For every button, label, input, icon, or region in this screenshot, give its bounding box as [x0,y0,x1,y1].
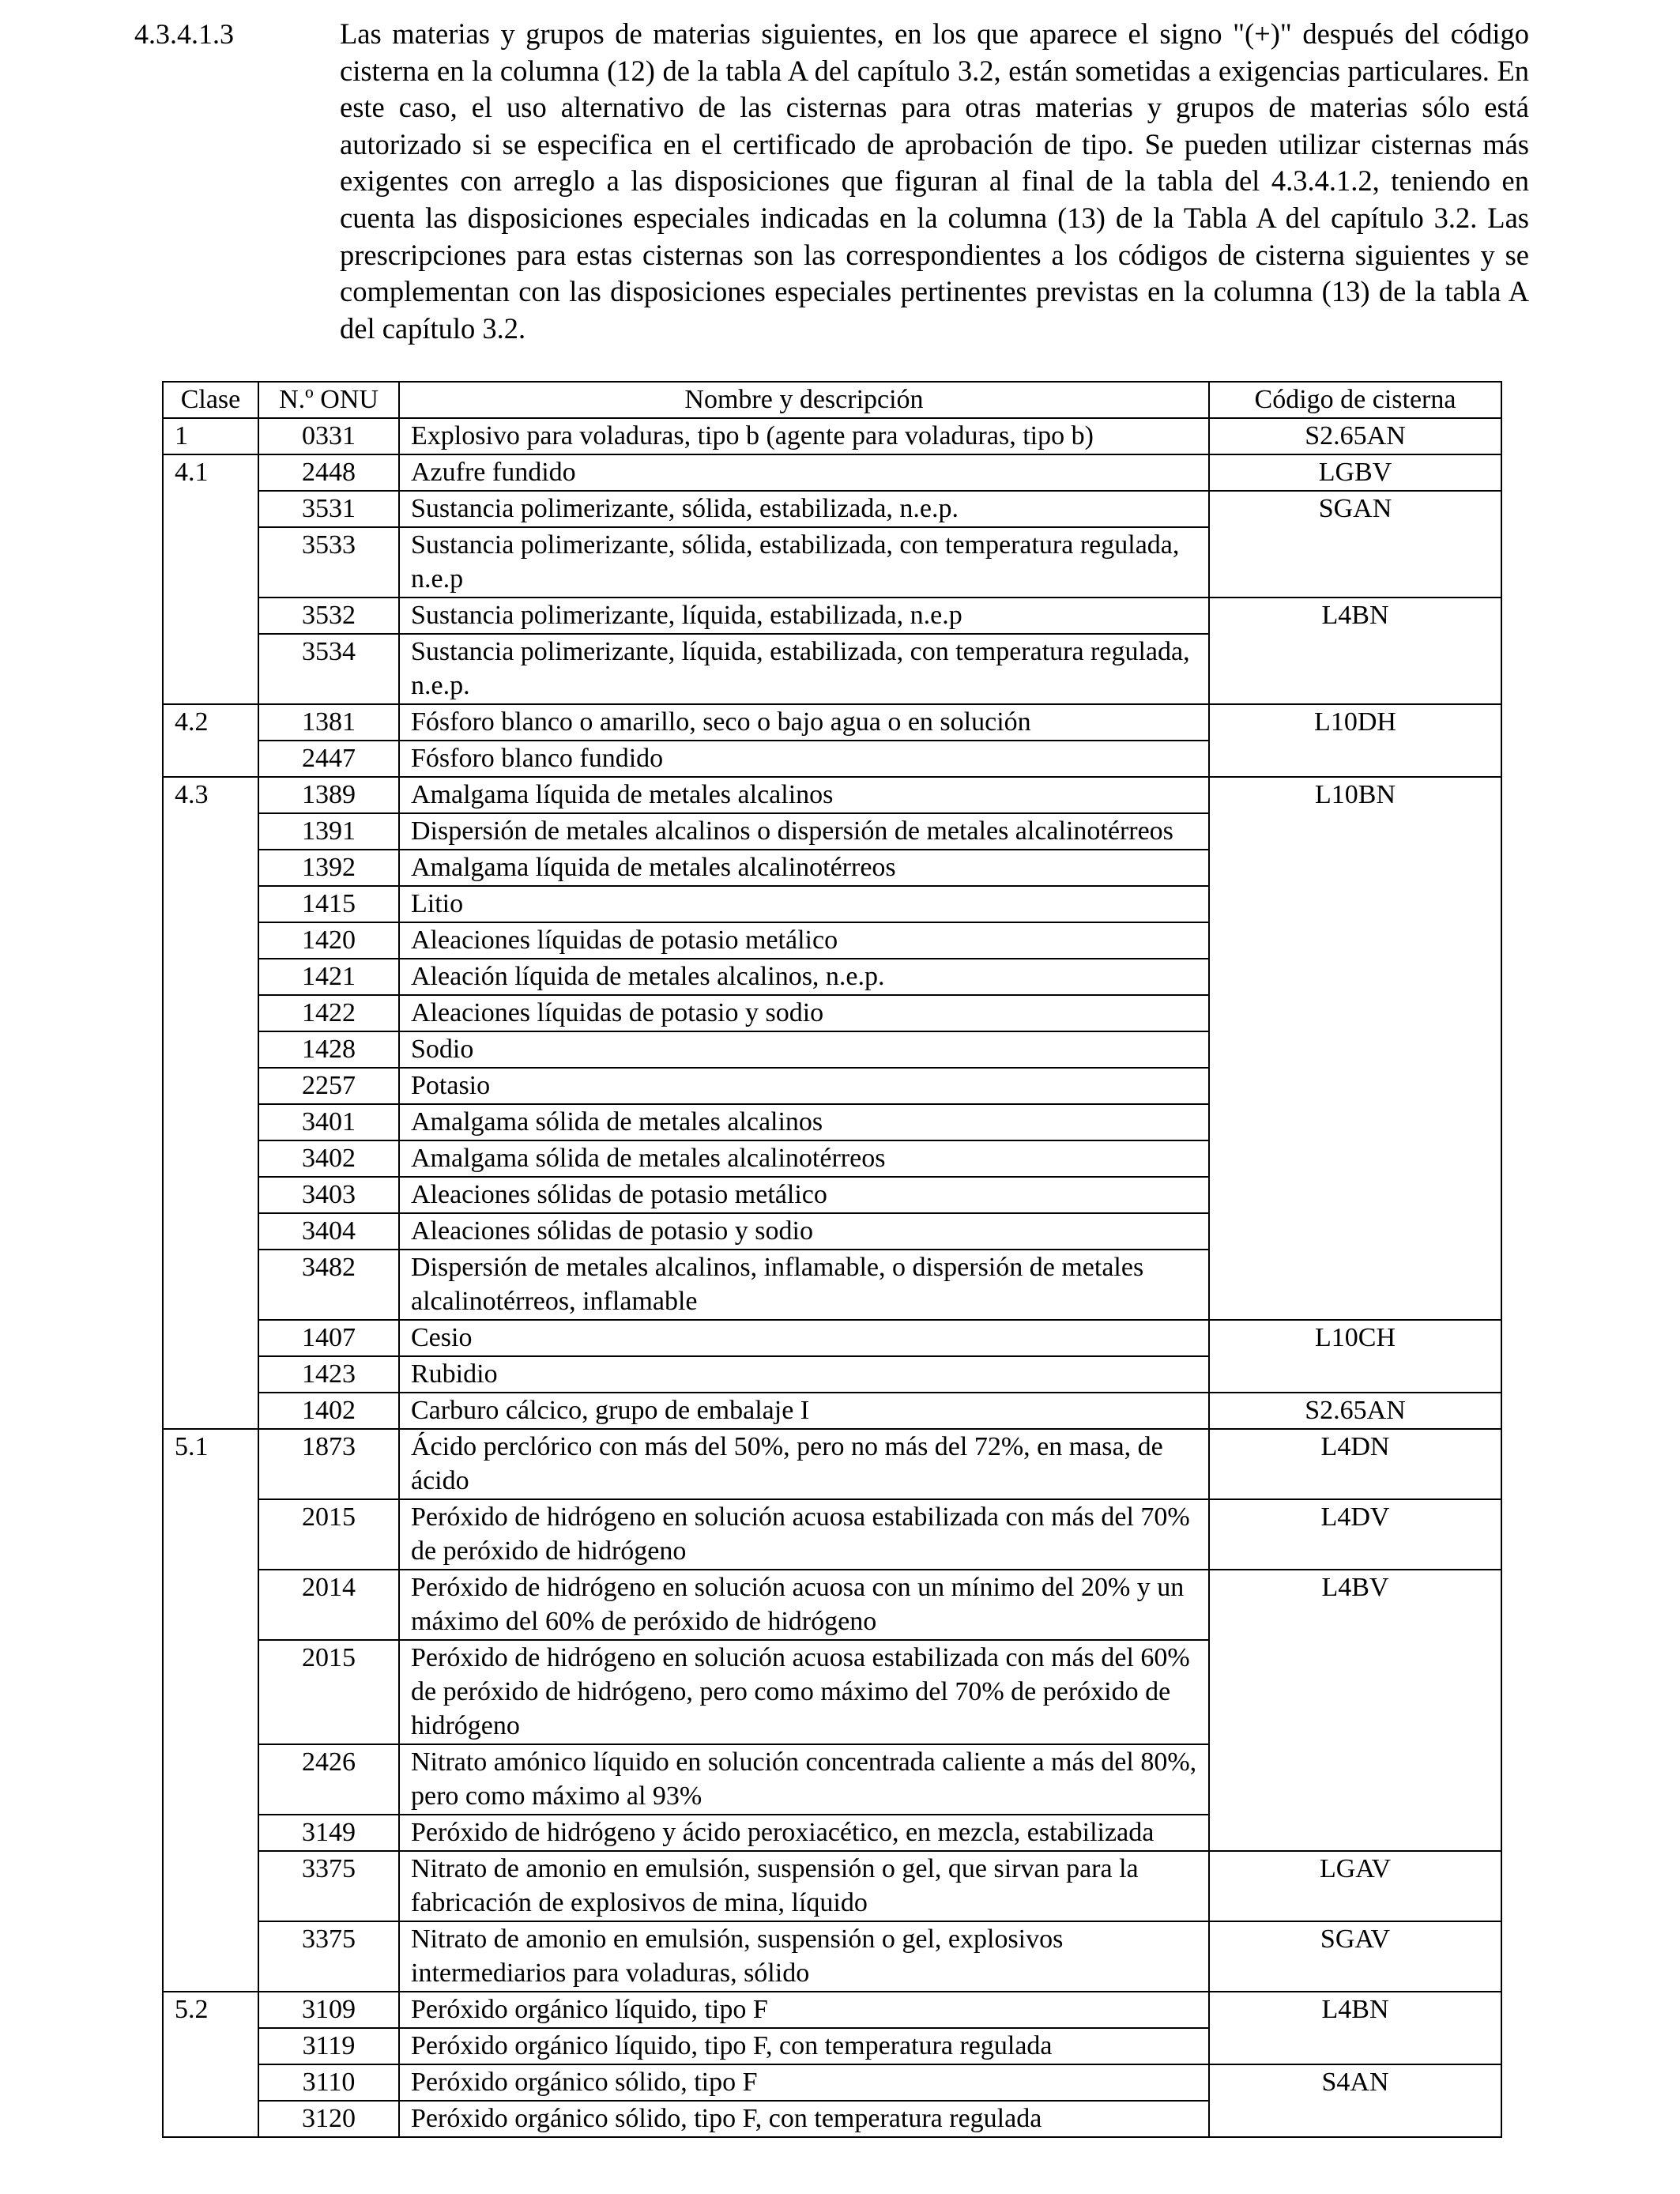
cell-onu: 3531 [258,491,399,527]
cell-onu: 2448 [258,454,399,491]
cell-nombre: Fósforo blanco fundido [399,741,1209,777]
cell-clase [163,1068,258,1104]
cell-codigo: S2.65AN [1209,418,1501,454]
cell-clase: 4.2 [163,704,258,741]
table-row [163,1921,1501,1992]
cell-nombre: Potasio [399,1068,1209,1104]
cell-nombre: Peróxido orgánico sólido, tipo F [399,2064,1209,2101]
cell-clase [163,1815,258,1851]
cell-nombre: Aleaciones líquidas de potasio metálico [399,922,1209,959]
cell-clase: 4.3 [163,777,258,813]
cell-onu: 1407 [258,1320,399,1356]
cell-clase [163,1640,258,1744]
cell-codigo: SGAN [1209,491,1501,598]
cell-nombre: Nitrato de amonio en emulsión, suspensión o gel, que sirvan para la fabricación de explosivos de mina, líquido [399,1851,1209,1921]
cell-clase [163,2064,258,2101]
cell-onu: 3149 [258,1815,399,1851]
table-header-row [163,382,1501,418]
cell-nombre: Azufre fundido [399,454,1209,491]
cell-onu: 1389 [258,777,399,813]
cell-nombre: Amalgama sólida de metales alcalinos [399,1104,1209,1140]
cell-onu: 2426 [258,1744,399,1815]
cell-clase [163,1570,258,1640]
cell-onu: 0331 [258,418,399,454]
cell-nombre: Explosivo para voladuras, tipo b (agente para voladuras, tipo b) [399,418,1209,454]
cell-nombre: Amalgama sólida de metales alcalinotérreos [399,1140,1209,1177]
cell-nombre: Sustancia polimerizante, sólida, estabilizada, con temperatura regulada, n.e.p [399,527,1209,598]
cell-nombre: Fósforo blanco o amarillo, seco o bajo agua o en solución [399,704,1209,741]
tank-code-table [162,381,1502,2138]
cell-onu: 3119 [258,2028,399,2064]
table-row [163,1429,1501,1499]
cell-clase [163,2101,258,2137]
cell-nombre: Ácido perclórico con más del 50%, pero no más del 72%, en masa, de ácido [399,1429,1209,1499]
cell-nombre: Sustancia polimerizante, líquida, estabilizada, con temperatura regulada, n.e.p. [399,634,1209,704]
cell-codigo: LGAV [1209,1851,1501,1921]
cell-clase [163,598,258,634]
cell-clase [163,1104,258,1140]
cell-nombre: Nitrato amónico líquido en solución concentrada caliente a más del 80%, pero como máximo al 93% [399,1744,1209,1815]
cell-nombre: Sustancia polimerizante, sólida, estabilizada, n.e.p. [399,491,1209,527]
cell-clase [163,2028,258,2064]
cell-onu: 1428 [258,1031,399,1068]
table-row [163,491,1501,527]
cell-codigo: S4AN [1209,2064,1501,2137]
cell-nombre: Amalgama líquida de metales alcalinotérreos [399,850,1209,886]
cell-nombre: Aleación líquida de metales alcalinos, n.e.p. [399,959,1209,995]
cell-onu: 1422 [258,995,399,1031]
cell-onu: 3534 [258,634,399,704]
cell-onu: 2015 [258,1499,399,1570]
cell-codigo: L10DH [1209,704,1501,777]
cell-onu: 3404 [258,1213,399,1250]
cell-clase: 4.1 [163,454,258,491]
cell-nombre: Sodio [399,1031,1209,1068]
cell-nombre: Sustancia polimerizante, líquida, estabilizada, n.e.p [399,598,1209,634]
cell-nombre: Rubidio [399,1356,1209,1393]
table-row [163,1320,1501,1356]
cell-onu: 3375 [258,1921,399,1992]
cell-codigo: LGBV [1209,454,1501,491]
table-row [163,2064,1501,2101]
cell-clase [163,491,258,527]
cell-nombre: Dispersión de metales alcalinos o dispersión de metales alcalinotérreos [399,813,1209,850]
cell-clase [163,886,258,922]
cell-clase [163,1213,258,1250]
cell-nombre: Carburo cálcico, grupo de embalaje I [399,1393,1209,1429]
table-row [163,1992,1501,2028]
cell-clase [163,1140,258,1177]
cell-onu: 3120 [258,2101,399,2137]
cell-clase [163,1744,258,1815]
cell-codigo: L10CH [1209,1320,1501,1393]
header-codigo: Código de cisterna [1209,382,1501,418]
cell-clase [163,1356,258,1393]
cell-clase [163,1499,258,1570]
cell-codigo: L10BN [1209,777,1501,1320]
cell-nombre: Aleaciones sólidas de potasio metálico [399,1177,1209,1213]
cell-codigo: L4DN [1209,1429,1501,1499]
cell-clase [163,741,258,777]
cell-nombre: Cesio [399,1320,1209,1356]
cell-onu: 1415 [258,886,399,922]
cell-clase [163,1393,258,1429]
cell-nombre: Peróxido de hidrógeno en solución acuosa estabilizada con más del 70% de peróxido de hidrógeno [399,1499,1209,1570]
cell-onu: 3403 [258,1177,399,1213]
cell-onu: 2015 [258,1640,399,1744]
cell-nombre: Litio [399,886,1209,922]
cell-nombre: Peróxido de hidrógeno en solución acuosa estabilizada con más del 60% de peróxido de hidrógeno, pero como máximo del 70% de peróxido de hidrógeno [399,1640,1209,1744]
cell-onu: 3110 [258,2064,399,2101]
cell-onu: 2447 [258,741,399,777]
cell-onu: 1423 [258,1356,399,1393]
cell-clase [163,527,258,598]
table-row [163,1570,1501,1640]
cell-onu: 1381 [258,704,399,741]
table-row [163,1393,1501,1429]
cell-onu: 1392 [258,850,399,886]
cell-onu: 3482 [258,1250,399,1320]
cell-nombre: Aleaciones líquidas de potasio y sodio [399,995,1209,1031]
cell-clase [163,850,258,886]
cell-clase [163,1851,258,1921]
cell-onu: 3533 [258,527,399,598]
table-row [163,704,1501,741]
cell-clase [163,1921,258,1992]
cell-onu: 3532 [258,598,399,634]
cell-onu: 1873 [258,1429,399,1499]
table-row [163,418,1501,454]
header-clase: Clase [163,382,258,418]
cell-onu: 1391 [258,813,399,850]
cell-clase [163,995,258,1031]
cell-onu: 3401 [258,1104,399,1140]
cell-codigo: SGAV [1209,1921,1501,1992]
cell-onu: 3375 [258,1851,399,1921]
table-row [163,1851,1501,1921]
cell-codigo: S2.65AN [1209,1393,1501,1429]
cell-onu: 1420 [258,922,399,959]
cell-clase [163,1250,258,1320]
table-row [163,1499,1501,1570]
cell-nombre: Amalgama líquida de metales alcalinos [399,777,1209,813]
cell-nombre: Aleaciones sólidas de potasio y sodio [399,1213,1209,1250]
header-nombre: Nombre y descripción [399,382,1209,418]
header-onu: N.º ONU [258,382,399,418]
cell-codigo: L4BN [1209,1992,1501,2064]
cell-clase [163,634,258,704]
cell-clase: 5.1 [163,1429,258,1499]
cell-clase [163,1177,258,1213]
cell-onu: 3109 [258,1992,399,2028]
cell-clase: 1 [163,418,258,454]
section-number: 4.3.4.1.3 [134,18,234,50]
cell-nombre: Nitrato de amonio en emulsión, suspensión o gel, explosivos intermediarios para voladuras, sólido [399,1921,1209,1992]
cell-onu: 1421 [258,959,399,995]
cell-clase [163,922,258,959]
section-paragraph: Las materias y grupos de materias siguientes, en los que aparece el signo "(+)" después del código cisterna en la columna (12) de la tabla A del capítulo 3.2, están sometidas a exigencias particulares. En este caso, el uso alternativo de las cisternas para otras materias y grupos de materias sólo está autorizado si se especifica en el certificado de aprobación de tipo. Se pueden utilizar cisternas más exigentes con arreglo a las disposiciones que figuran al final de la tabla del 4.3.4.1.2, teniendo en cuenta las disposiciones especiales indicadas en la columna (13) de la Tabla A del capítulo 3.2. Las prescripciones para estas cisternas son las correspondientes a los códigos de cisterna siguientes y se complementan con las disposiciones especiales pertinentes previstas en la columna (13) de la tabla A del capítulo 3.2. [340,17,1529,345]
cell-onu: 3402 [258,1140,399,1177]
table-row [163,598,1501,634]
cell-clase [163,1320,258,1356]
cell-onu: 2257 [258,1068,399,1104]
cell-clase [163,813,258,850]
cell-nombre: Peróxido orgánico líquido, tipo F, con temperatura regulada [399,2028,1209,2064]
cell-nombre: Peróxido de hidrógeno en solución acuosa con un mínimo del 20% y un máximo del 60% de peróxido de hidrógeno [399,1570,1209,1640]
cell-clase [163,1031,258,1068]
cell-codigo: L4BV [1209,1570,1501,1851]
cell-codigo: L4DV [1209,1499,1501,1570]
cell-nombre: Peróxido de hidrógeno y ácido peroxiacético, en mezcla, estabilizada [399,1815,1209,1851]
cell-nombre: Peróxido orgánico sólido, tipo F, con temperatura regulada [399,2101,1209,2137]
cell-nombre: Peróxido orgánico líquido, tipo F [399,1992,1209,2028]
table-row [163,777,1501,813]
cell-onu: 2014 [258,1570,399,1640]
cell-codigo: L4BN [1209,598,1501,704]
cell-onu: 1402 [258,1393,399,1429]
table-row [163,454,1501,491]
cell-clase: 5.2 [163,1992,258,2028]
cell-nombre: Dispersión de metales alcalinos, inflamable, o dispersión de metales alcalinotérreos, inflamable [399,1250,1209,1320]
cell-clase [163,959,258,995]
